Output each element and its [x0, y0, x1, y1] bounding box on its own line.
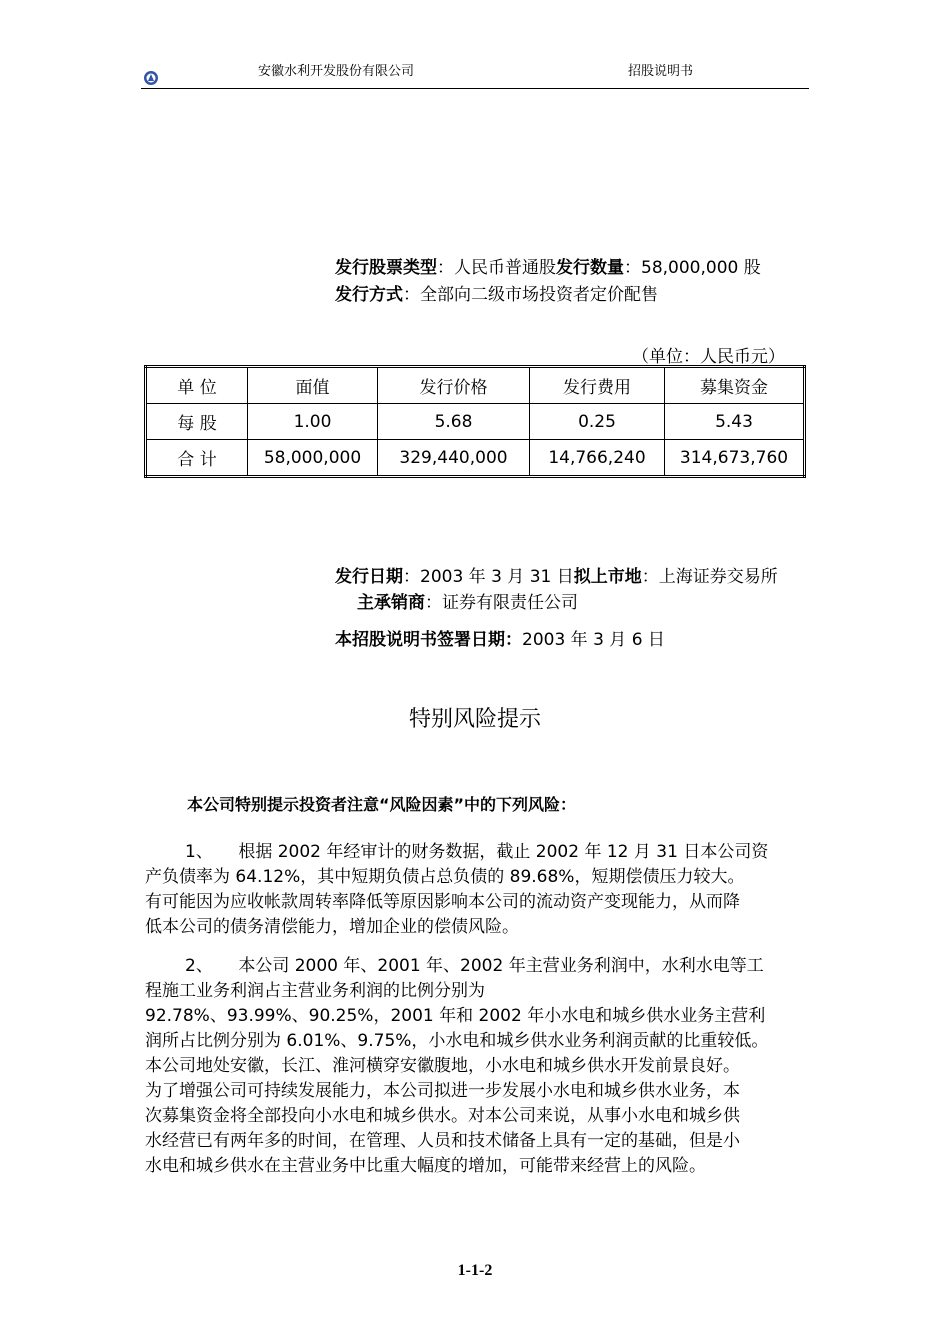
paragraph-line: 润所占比例分别为 6.01%、9.75%，小水电和城乡供水业务利润贡献的比重较低。 — [145, 1031, 769, 1051]
issue-qty-label: 发行数量 — [556, 258, 624, 278]
paragraph-line: 水电和城乡供水在主营业务中比重大幅度的增加，可能带来经营上的风险。 — [145, 1156, 706, 1176]
table-header-cell: 募集资金 — [665, 367, 805, 404]
table-cell: 合 计 — [146, 440, 248, 477]
page-number: 1-1-2 — [457, 1262, 493, 1279]
sign-date-value: 2003 年 3 月 6 日 — [522, 630, 665, 650]
paragraph-line: 有可能因为应收帐款周转率降低等原因影响本公司的流动资产变现能力，从而降 — [145, 892, 740, 912]
issue-method-value: ：全部向二级市场投资者定价配售 — [403, 285, 658, 305]
paragraph-line: 低本公司的债务清偿能力，增加企业的偿债风险。 — [145, 917, 519, 937]
risk-paragraph-2 — [145, 954, 830, 1179]
table-cell: 0.25 — [530, 404, 665, 440]
table-row — [146, 404, 805, 440]
issue-date-line — [335, 562, 778, 587]
table-cell: 329,440,000 — [378, 440, 530, 477]
table-cell: 5.68 — [378, 404, 530, 440]
table-cell: 58,000,000 — [248, 440, 378, 477]
table-cell: 14,766,240 — [530, 440, 665, 477]
table-header-cell: 发行价格 — [378, 367, 530, 404]
paragraph-line: 水经营已有两年多的时间，在管理、人员和技术储备上具有一定的基础，但是小 — [145, 1131, 740, 1151]
sign-date-line — [335, 625, 665, 650]
underwriter-label: 主承销商 — [357, 593, 425, 613]
issue-type-value: ：人民币普通股 — [437, 258, 556, 278]
risk-paragraph-1 — [145, 840, 830, 940]
table-cell: 1.00 — [248, 404, 378, 440]
table-header-cell: 发行费用 — [530, 367, 665, 404]
issue-qty-value: ：58,000,000 股 — [624, 258, 761, 278]
table-header-cell: 单 位 — [146, 367, 248, 404]
company-logo-icon — [143, 70, 159, 86]
paragraph-line: 2、 本公司 2000 年、2001 年、2002 年主营业务利润中，水利水电等工 — [185, 956, 764, 976]
table-row — [146, 440, 805, 477]
header-company-name: 安徽水利开发股份有限公司 — [258, 64, 415, 79]
table-cell: 每 股 — [146, 404, 248, 440]
paragraph-line: 产负债率为 64.12%，其中短期负债占总负债的 89.68%，短期偿债压力较大。 — [145, 867, 745, 887]
paragraph-line: 次募集资金将全部投向小水电和城乡供水。对本公司来说，从事小水电和城乡供 — [145, 1106, 740, 1126]
issue-type-line — [335, 253, 761, 278]
risk-title: 特别风险提示 — [408, 707, 541, 732]
issue-method-label: 发行方式 — [335, 285, 403, 305]
issue-date-value: ：2003 年 3 月 31 日 — [403, 567, 574, 587]
underwriter-line — [357, 588, 578, 613]
table-cell: 5.43 — [665, 404, 805, 440]
sign-date-label: 本招股说明书签署日期： — [335, 630, 522, 650]
paragraph-line: 1、 根据 2002 年经审计的财务数据，截止 2002 年 12 月 31 日本公司资 — [185, 842, 769, 862]
issue-type-label: 发行股票类型 — [335, 258, 437, 278]
listing-market-label: 拟上市地 — [573, 567, 642, 587]
underwriter-value: ：证券有限责任公司 — [425, 593, 578, 613]
table-header-cell: 面值 — [248, 367, 378, 404]
paragraph-line: 为了增强公司可持续发展能力，本公司拟进一步发展小水电和城乡供水业务，本 — [145, 1081, 740, 1101]
table-unit-note: （单位：人民币元） — [632, 347, 785, 367]
table-header-row — [146, 367, 805, 404]
paragraph-line: 程施工业务利润占主营业务利润的比例分别为 — [145, 981, 485, 1001]
issue-method-line — [335, 280, 658, 305]
risk-intro: 本公司特别提示投资者注意“风险因素”中的下列风险： — [187, 795, 577, 814]
listing-market-value: ：上海证券交易所 — [641, 567, 778, 587]
offering-table — [144, 365, 806, 478]
table-cell: 314,673,760 — [665, 440, 805, 477]
header-document-type: 招股说明书 — [628, 64, 694, 79]
paragraph-line: 92.78%、93.99%、90.25%，2001 年和 2002 年小水电和城乡供水业务主营利 — [145, 1006, 766, 1026]
header-divider — [141, 88, 809, 89]
paragraph-line: 本公司地处安徽，长江、淮河横穿安徽腹地，小水电和城乡供水开发前景良好。 — [145, 1056, 740, 1076]
issue-date-label: 发行日期 — [335, 567, 403, 587]
